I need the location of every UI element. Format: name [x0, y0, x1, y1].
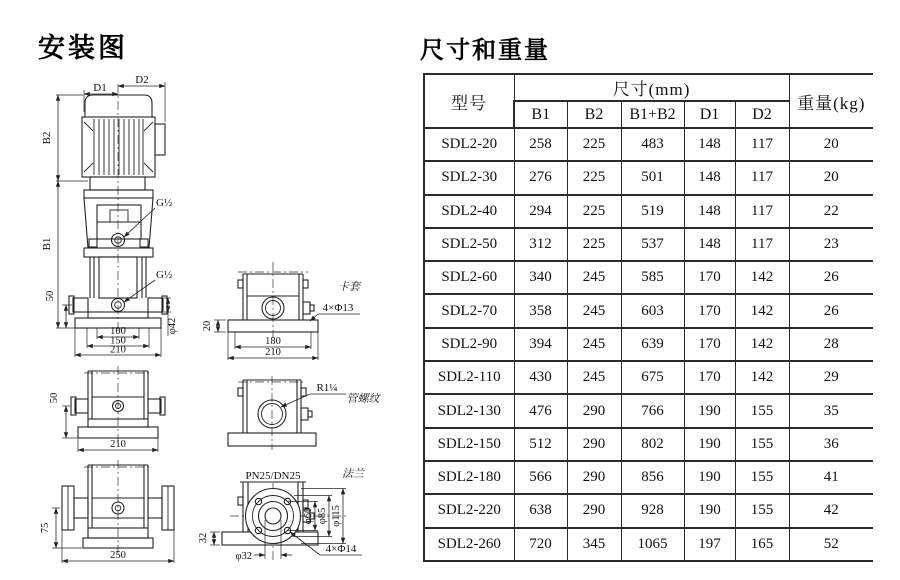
header-weight: 重量(kg)	[789, 74, 873, 128]
dimensions-title: 尺寸和重量	[420, 37, 550, 64]
value-cell: 638	[514, 494, 567, 527]
table-row	[424, 294, 873, 327]
port-dim-50: 50	[49, 392, 60, 404]
value-cell: 26	[789, 294, 873, 327]
flange-phi85: φ85	[317, 507, 328, 525]
value-cell: 476	[514, 394, 567, 427]
value-cell: 483	[621, 128, 684, 161]
value-cell: 148	[684, 128, 735, 161]
value-cell: 117	[735, 228, 789, 261]
table-row	[424, 195, 873, 228]
model-cell: SDL2-260	[424, 528, 514, 561]
value-cell: 36	[789, 428, 873, 461]
table-row	[424, 228, 873, 261]
flange-phi32: φ32	[235, 551, 252, 562]
value-cell: 148	[684, 228, 735, 261]
flange-side-view	[40, 460, 174, 563]
value-cell: 1065	[621, 528, 684, 561]
dim-150: 150	[110, 335, 126, 347]
value-cell: 142	[735, 261, 789, 294]
model-cell: SDL2-180	[424, 461, 514, 494]
port-dim-210: 210	[110, 439, 126, 450]
value-cell: 290	[567, 494, 621, 527]
table-row	[424, 494, 873, 527]
header-b1: B1	[514, 101, 567, 128]
value-cell: 23	[789, 228, 873, 261]
dim-b2: B2	[41, 131, 53, 145]
table-row	[424, 528, 873, 561]
dim-d1: D1	[93, 82, 107, 94]
value-cell: 148	[684, 161, 735, 194]
value-cell: 142	[735, 328, 789, 361]
dim-d2: D2	[135, 74, 149, 86]
value-cell: 245	[567, 361, 621, 394]
clamp-holes: 4×Φ13	[322, 302, 354, 314]
value-cell: 41	[789, 461, 873, 494]
value-cell: 225	[567, 228, 621, 261]
table-row	[424, 428, 873, 461]
value-cell: 225	[567, 161, 621, 194]
value-cell: 585	[621, 261, 684, 294]
model-cell: SDL2-70	[424, 294, 514, 327]
flange-rating: PN25/DN25	[245, 470, 301, 482]
installation-drawing	[0, 0, 420, 580]
value-cell: 155	[735, 428, 789, 461]
thread-bottom-label: G½	[156, 269, 173, 281]
value-cell: 148	[684, 195, 735, 228]
value-cell: 155	[735, 461, 789, 494]
value-cell: 290	[567, 461, 621, 494]
dim-50: 50	[45, 290, 56, 302]
table-row	[424, 261, 873, 294]
value-cell: 190	[684, 494, 735, 527]
value-cell: 42	[789, 494, 873, 527]
value-cell: 802	[621, 428, 684, 461]
value-cell: 117	[735, 128, 789, 161]
value-cell: 225	[567, 128, 621, 161]
value-cell: 430	[514, 361, 567, 394]
dimensions-table-body	[424, 128, 873, 561]
model-cell: SDL2-110	[424, 361, 514, 394]
dim-210: 210	[110, 344, 126, 356]
header-b1b2: B1+B2	[621, 101, 684, 128]
clamp-dim-180: 180	[265, 336, 281, 347]
value-cell: 165	[735, 528, 789, 561]
model-cell: SDL2-50	[424, 228, 514, 261]
value-cell: 170	[684, 361, 735, 394]
value-cell: 245	[567, 328, 621, 361]
thread-note: 管螺纹	[346, 393, 380, 405]
header-b2: B2	[567, 101, 621, 128]
flange-dim-32: 32	[198, 532, 209, 544]
model-cell: SDL2-60	[424, 261, 514, 294]
pipe-thread-view	[228, 376, 381, 450]
value-cell: 856	[621, 461, 684, 494]
flange-note: 法兰	[342, 468, 364, 480]
model-cell: SDL2-130	[424, 394, 514, 427]
flange-front-view	[198, 467, 365, 562]
value-cell: 142	[735, 294, 789, 327]
value-cell: 225	[567, 195, 621, 228]
flange-side-dim-75: 75	[40, 522, 51, 534]
value-cell: 20	[789, 161, 873, 194]
value-cell: 603	[621, 294, 684, 327]
value-cell: 766	[621, 394, 684, 427]
value-cell: 22	[789, 195, 873, 228]
table-row	[424, 161, 873, 194]
value-cell: 155	[735, 494, 789, 527]
value-cell: 20	[789, 128, 873, 161]
table-row	[424, 128, 873, 161]
value-cell: 190	[684, 428, 735, 461]
value-cell: 312	[514, 228, 567, 261]
value-cell: 358	[514, 294, 567, 327]
value-cell: 566	[514, 461, 567, 494]
value-cell: 197	[684, 528, 735, 561]
value-cell: 340	[514, 261, 567, 294]
flange-side-dim-250: 250	[110, 550, 126, 561]
dim-b1: B1	[41, 237, 53, 251]
value-cell: 345	[567, 528, 621, 561]
model-cell: SDL2-150	[424, 428, 514, 461]
clamp-dim-210: 210	[265, 347, 281, 358]
value-cell: 117	[735, 195, 789, 228]
port-side-view	[49, 366, 165, 452]
value-cell: 639	[621, 328, 684, 361]
table-row	[424, 361, 873, 394]
table-row	[424, 394, 873, 427]
value-cell: 155	[735, 394, 789, 427]
model-cell: SDL2-90	[424, 328, 514, 361]
value-cell: 245	[567, 294, 621, 327]
header-model: 型号	[424, 74, 514, 128]
flange-phi115: φ115	[331, 505, 342, 527]
header-d1: D1	[684, 101, 735, 128]
clamp-connection-view	[202, 262, 362, 360]
value-cell: 512	[514, 428, 567, 461]
value-cell: 245	[567, 261, 621, 294]
clamp-note: 卡套	[338, 281, 360, 293]
model-cell: SDL2-220	[424, 494, 514, 527]
pump-front-view	[41, 74, 178, 357]
value-cell: 170	[684, 261, 735, 294]
value-cell: 519	[621, 195, 684, 228]
value-cell: 142	[735, 361, 789, 394]
value-cell: 170	[684, 328, 735, 361]
dimensions-table	[423, 73, 873, 562]
header-d2: D2	[735, 101, 789, 128]
value-cell: 928	[621, 494, 684, 527]
value-cell: 52	[789, 528, 873, 561]
value-cell: 190	[684, 461, 735, 494]
value-cell: 258	[514, 128, 567, 161]
model-cell: SDL2-40	[424, 195, 514, 228]
dim-phi42: φ42	[167, 317, 178, 335]
clamp-dim-20: 20	[202, 320, 213, 332]
value-cell: 294	[514, 195, 567, 228]
value-cell: 720	[514, 528, 567, 561]
installation-title: 安装图	[38, 33, 128, 63]
value-cell: 29	[789, 361, 873, 394]
model-cell: SDL2-30	[424, 161, 514, 194]
value-cell: 26	[789, 261, 873, 294]
value-cell: 28	[789, 328, 873, 361]
value-cell: 501	[621, 161, 684, 194]
header-dims-group: 尺寸(mm)	[514, 74, 789, 101]
thread-size-label: R1¼	[316, 382, 338, 394]
table-row	[424, 461, 873, 494]
thread-top-label: G½	[156, 197, 173, 209]
model-cell: SDL2-20	[424, 128, 514, 161]
value-cell: 394	[514, 328, 567, 361]
value-cell: 675	[621, 361, 684, 394]
dim-100: 100	[110, 326, 126, 337]
value-cell: 190	[684, 394, 735, 427]
value-cell: 290	[567, 394, 621, 427]
table-row	[424, 328, 873, 361]
value-cell: 35	[789, 394, 873, 427]
value-cell: 290	[567, 428, 621, 461]
value-cell: 117	[735, 161, 789, 194]
flange-phi60: φ60	[303, 507, 314, 525]
flange-holes: 4×Φ14	[325, 543, 357, 555]
value-cell: 170	[684, 294, 735, 327]
value-cell: 537	[621, 228, 684, 261]
value-cell: 276	[514, 161, 567, 194]
